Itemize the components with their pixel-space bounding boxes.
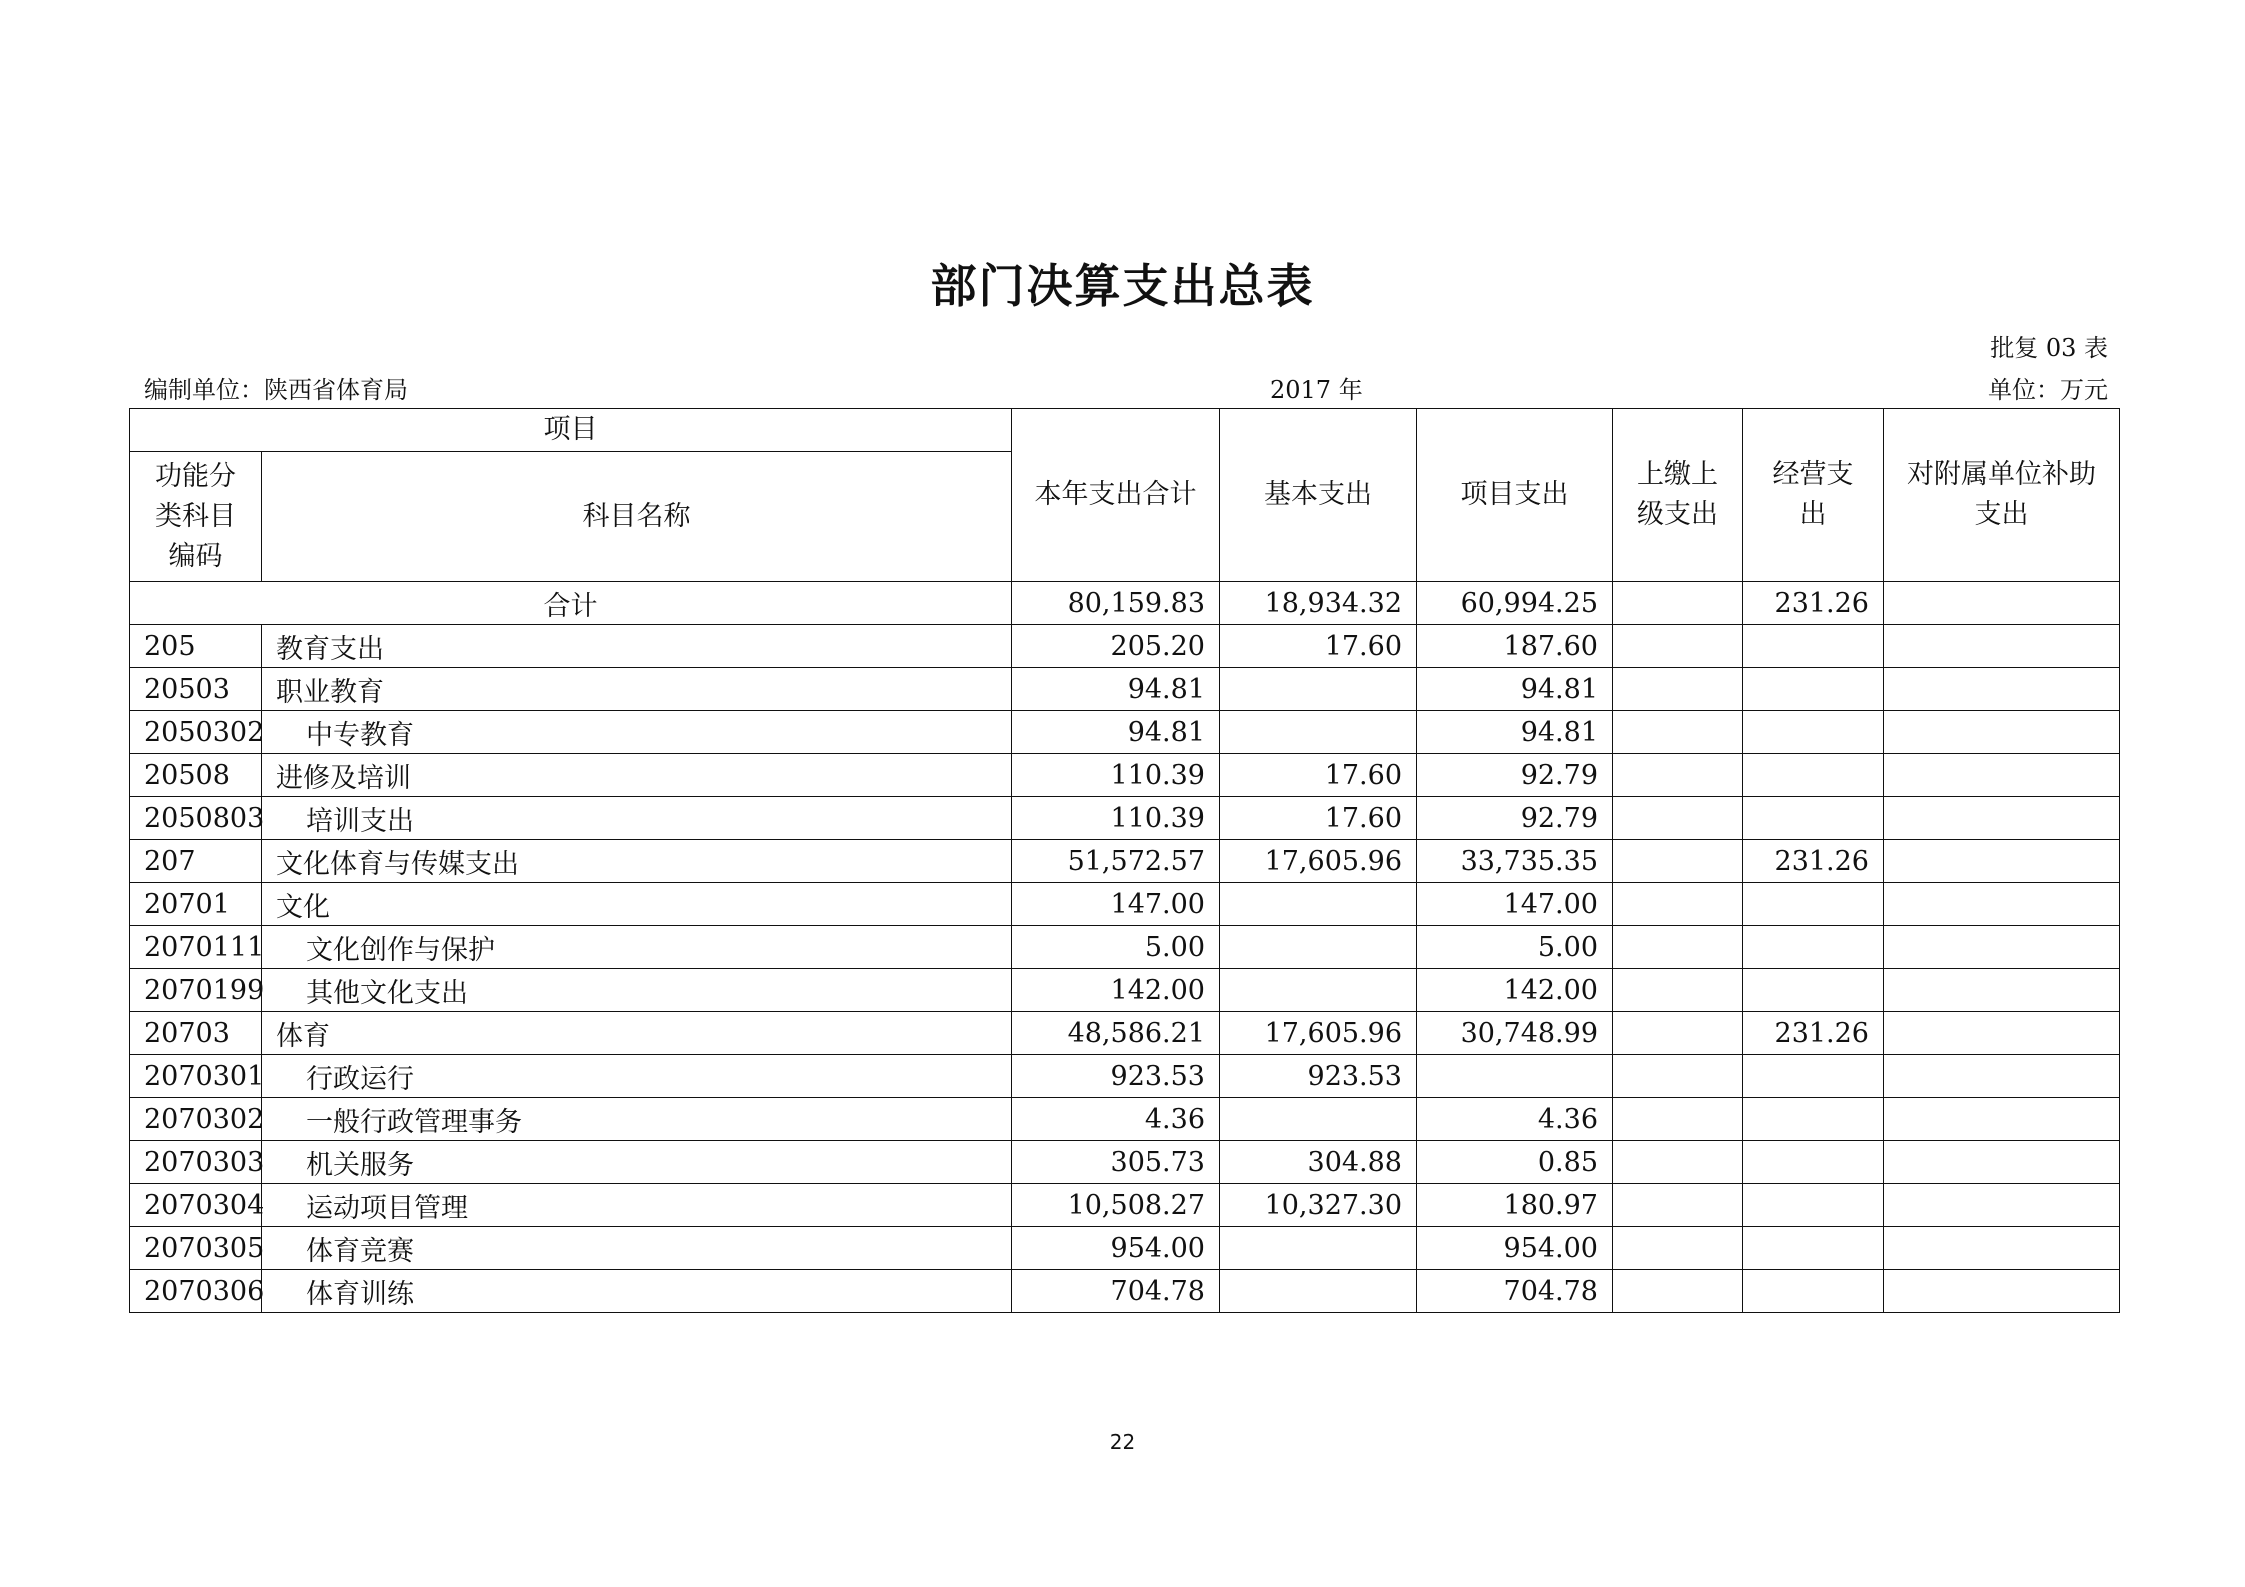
table-row — [130, 797, 2120, 840]
table-row — [130, 1184, 2120, 1227]
row-subsidy — [1884, 1227, 2120, 1270]
row-total: 51,572.57 — [1012, 840, 1220, 883]
row-name: 行政运行 — [262, 1055, 1012, 1098]
row-subsidy — [1884, 668, 2120, 711]
report-year: 2017 年 — [1270, 376, 1363, 404]
row-name: 中专教育 — [262, 711, 1012, 754]
row-name: 运动项目管理 — [262, 1184, 1012, 1227]
header-project: 项目支出 — [1417, 409, 1613, 582]
row-total: 205.20 — [1012, 625, 1220, 668]
row-project: 142.00 — [1417, 969, 1613, 1012]
row-name: 体育 — [262, 1012, 1012, 1055]
row-name: 进修及培训 — [262, 754, 1012, 797]
row-total: 94.81 — [1012, 668, 1220, 711]
row-total: 704.78 — [1012, 1270, 1220, 1313]
row-project: 704.78 — [1417, 1270, 1613, 1313]
table-row — [130, 1227, 2120, 1270]
row-project: 180.97 — [1417, 1184, 1613, 1227]
row-business — [1743, 625, 1884, 668]
row-subsidy — [1884, 1098, 2120, 1141]
row-basic — [1220, 668, 1417, 711]
row-total: 954.00 — [1012, 1227, 1220, 1270]
row-basic — [1220, 1227, 1417, 1270]
row-name: 体育训练 — [262, 1270, 1012, 1313]
row-upper — [1613, 625, 1743, 668]
row-basic — [1220, 883, 1417, 926]
row-subsidy — [1884, 1141, 2120, 1184]
total-total: 80,159.83 — [1012, 582, 1220, 625]
row-code: 205 — [130, 625, 262, 668]
row-code: 2070301 — [130, 1055, 262, 1098]
header-upper: 上缴上级支出 — [1613, 409, 1743, 582]
row-code: 20701 — [130, 883, 262, 926]
row-project: 147.00 — [1417, 883, 1613, 926]
total-project: 60,994.25 — [1417, 582, 1613, 625]
table-row — [130, 711, 2120, 754]
row-business — [1743, 926, 1884, 969]
row-name: 其他文化支出 — [262, 969, 1012, 1012]
row-project: 4.36 — [1417, 1098, 1613, 1141]
row-basic: 17.60 — [1220, 797, 1417, 840]
header-subsidy: 对附属单位补助支出 — [1884, 409, 2120, 582]
page-title: 部门决算支出总表 — [930, 259, 1315, 313]
row-project: 0.85 — [1417, 1141, 1613, 1184]
header-item: 项目 — [130, 409, 1012, 452]
row-code: 2070306 — [130, 1270, 262, 1313]
row-upper — [1613, 926, 1743, 969]
row-upper — [1613, 1012, 1743, 1055]
row-project: 33,735.35 — [1417, 840, 1613, 883]
table-row — [130, 1098, 2120, 1141]
row-code: 2070199 — [130, 969, 262, 1012]
row-name: 一般行政管理事务 — [262, 1098, 1012, 1141]
row-business — [1743, 1141, 1884, 1184]
row-code: 2070303 — [130, 1141, 262, 1184]
row-code: 2070305 — [130, 1227, 262, 1270]
row-total: 147.00 — [1012, 883, 1220, 926]
row-code: 2070302 — [130, 1098, 262, 1141]
currency-unit: 单位：万元 — [1988, 376, 2108, 404]
row-total: 923.53 — [1012, 1055, 1220, 1098]
table-row — [130, 840, 2120, 883]
row-project: 954.00 — [1417, 1227, 1613, 1270]
table-row — [130, 1270, 2120, 1313]
total-basic: 18,934.32 — [1220, 582, 1417, 625]
row-name: 教育支出 — [262, 625, 1012, 668]
row-name: 机关服务 — [262, 1141, 1012, 1184]
row-upper — [1613, 969, 1743, 1012]
form-number: 批复 03 表 — [1990, 334, 2108, 362]
row-total: 48,586.21 — [1012, 1012, 1220, 1055]
table-row — [130, 969, 2120, 1012]
table-row — [130, 1055, 2120, 1098]
table-row — [130, 754, 2120, 797]
row-basic — [1220, 969, 1417, 1012]
row-basic: 304.88 — [1220, 1141, 1417, 1184]
row-name: 体育竞赛 — [262, 1227, 1012, 1270]
row-project: 92.79 — [1417, 754, 1613, 797]
total-upper — [1613, 582, 1743, 625]
row-business — [1743, 1098, 1884, 1141]
row-project: 92.79 — [1417, 797, 1613, 840]
row-upper — [1613, 754, 1743, 797]
total-business: 231.26 — [1743, 582, 1884, 625]
row-total: 305.73 — [1012, 1141, 1220, 1184]
header-total: 本年支出合计 — [1012, 409, 1220, 582]
row-subsidy — [1884, 1055, 2120, 1098]
row-business — [1743, 711, 1884, 754]
row-business — [1743, 1227, 1884, 1270]
row-code: 2070111 — [130, 926, 262, 969]
row-total: 4.36 — [1012, 1098, 1220, 1141]
row-business — [1743, 668, 1884, 711]
table-row — [130, 668, 2120, 711]
row-business — [1743, 1055, 1884, 1098]
row-business — [1743, 883, 1884, 926]
total-row — [130, 582, 2120, 625]
row-basic: 923.53 — [1220, 1055, 1417, 1098]
row-basic: 17,605.96 — [1220, 840, 1417, 883]
row-basic: 17,605.96 — [1220, 1012, 1417, 1055]
row-name: 职业教育 — [262, 668, 1012, 711]
row-total: 110.39 — [1012, 754, 1220, 797]
row-subsidy — [1884, 883, 2120, 926]
row-upper — [1613, 1184, 1743, 1227]
row-upper — [1613, 797, 1743, 840]
row-subsidy — [1884, 926, 2120, 969]
row-subsidy — [1884, 754, 2120, 797]
row-business — [1743, 754, 1884, 797]
row-upper — [1613, 711, 1743, 754]
row-project: 187.60 — [1417, 625, 1613, 668]
row-code: 2070304 — [130, 1184, 262, 1227]
row-business — [1743, 969, 1884, 1012]
row-project — [1417, 1055, 1613, 1098]
row-code: 207 — [130, 840, 262, 883]
row-subsidy — [1884, 969, 2120, 1012]
header-code: 功能分类科目编码 — [130, 452, 262, 582]
row-subsidy — [1884, 1012, 2120, 1055]
row-upper — [1613, 1227, 1743, 1270]
row-basic — [1220, 1270, 1417, 1313]
row-code: 2050302 — [130, 711, 262, 754]
row-business — [1743, 797, 1884, 840]
row-project: 5.00 — [1417, 926, 1613, 969]
row-upper — [1613, 1270, 1743, 1313]
row-name: 文化创作与保护 — [262, 926, 1012, 969]
header-basic: 基本支出 — [1220, 409, 1417, 582]
row-code: 20703 — [130, 1012, 262, 1055]
row-upper — [1613, 883, 1743, 926]
row-upper — [1613, 1055, 1743, 1098]
row-basic — [1220, 711, 1417, 754]
row-project: 94.81 — [1417, 668, 1613, 711]
page-number: 22 — [1109, 1430, 1136, 1454]
row-total: 94.81 — [1012, 711, 1220, 754]
row-business — [1743, 1184, 1884, 1227]
row-basic — [1220, 926, 1417, 969]
compiling-unit: 编制单位：陕西省体育局 — [144, 376, 408, 404]
row-subsidy — [1884, 711, 2120, 754]
row-subsidy — [1884, 1270, 2120, 1313]
row-project: 94.81 — [1417, 711, 1613, 754]
total-label: 合计 — [130, 582, 1012, 625]
total-subsidy — [1884, 582, 2120, 625]
row-basic: 17.60 — [1220, 754, 1417, 797]
expenditure-table — [129, 408, 2120, 1313]
row-code: 20508 — [130, 754, 262, 797]
table-row — [130, 625, 2120, 668]
row-basic: 17.60 — [1220, 625, 1417, 668]
row-upper — [1613, 1141, 1743, 1184]
row-name: 文化 — [262, 883, 1012, 926]
table-row — [130, 883, 2120, 926]
row-subsidy — [1884, 625, 2120, 668]
row-code: 20503 — [130, 668, 262, 711]
row-total: 10,508.27 — [1012, 1184, 1220, 1227]
row-subsidy — [1884, 840, 2120, 883]
row-total: 110.39 — [1012, 797, 1220, 840]
row-name: 文化体育与传媒支出 — [262, 840, 1012, 883]
header-name: 科目名称 — [262, 452, 1012, 582]
table-row — [130, 926, 2120, 969]
row-upper — [1613, 668, 1743, 711]
row-subsidy — [1884, 1184, 2120, 1227]
table-row — [130, 1141, 2120, 1184]
row-code: 2050803 — [130, 797, 262, 840]
row-upper — [1613, 1098, 1743, 1141]
row-subsidy — [1884, 797, 2120, 840]
row-business — [1743, 1270, 1884, 1313]
row-total: 5.00 — [1012, 926, 1220, 969]
table-row — [130, 1012, 2120, 1055]
row-name: 培训支出 — [262, 797, 1012, 840]
row-business: 231.26 — [1743, 1012, 1884, 1055]
header-business: 经营支出 — [1743, 409, 1884, 582]
row-total: 142.00 — [1012, 969, 1220, 1012]
row-project: 30,748.99 — [1417, 1012, 1613, 1055]
row-basic — [1220, 1098, 1417, 1141]
row-upper — [1613, 840, 1743, 883]
row-business: 231.26 — [1743, 840, 1884, 883]
row-basic: 10,327.30 — [1220, 1184, 1417, 1227]
